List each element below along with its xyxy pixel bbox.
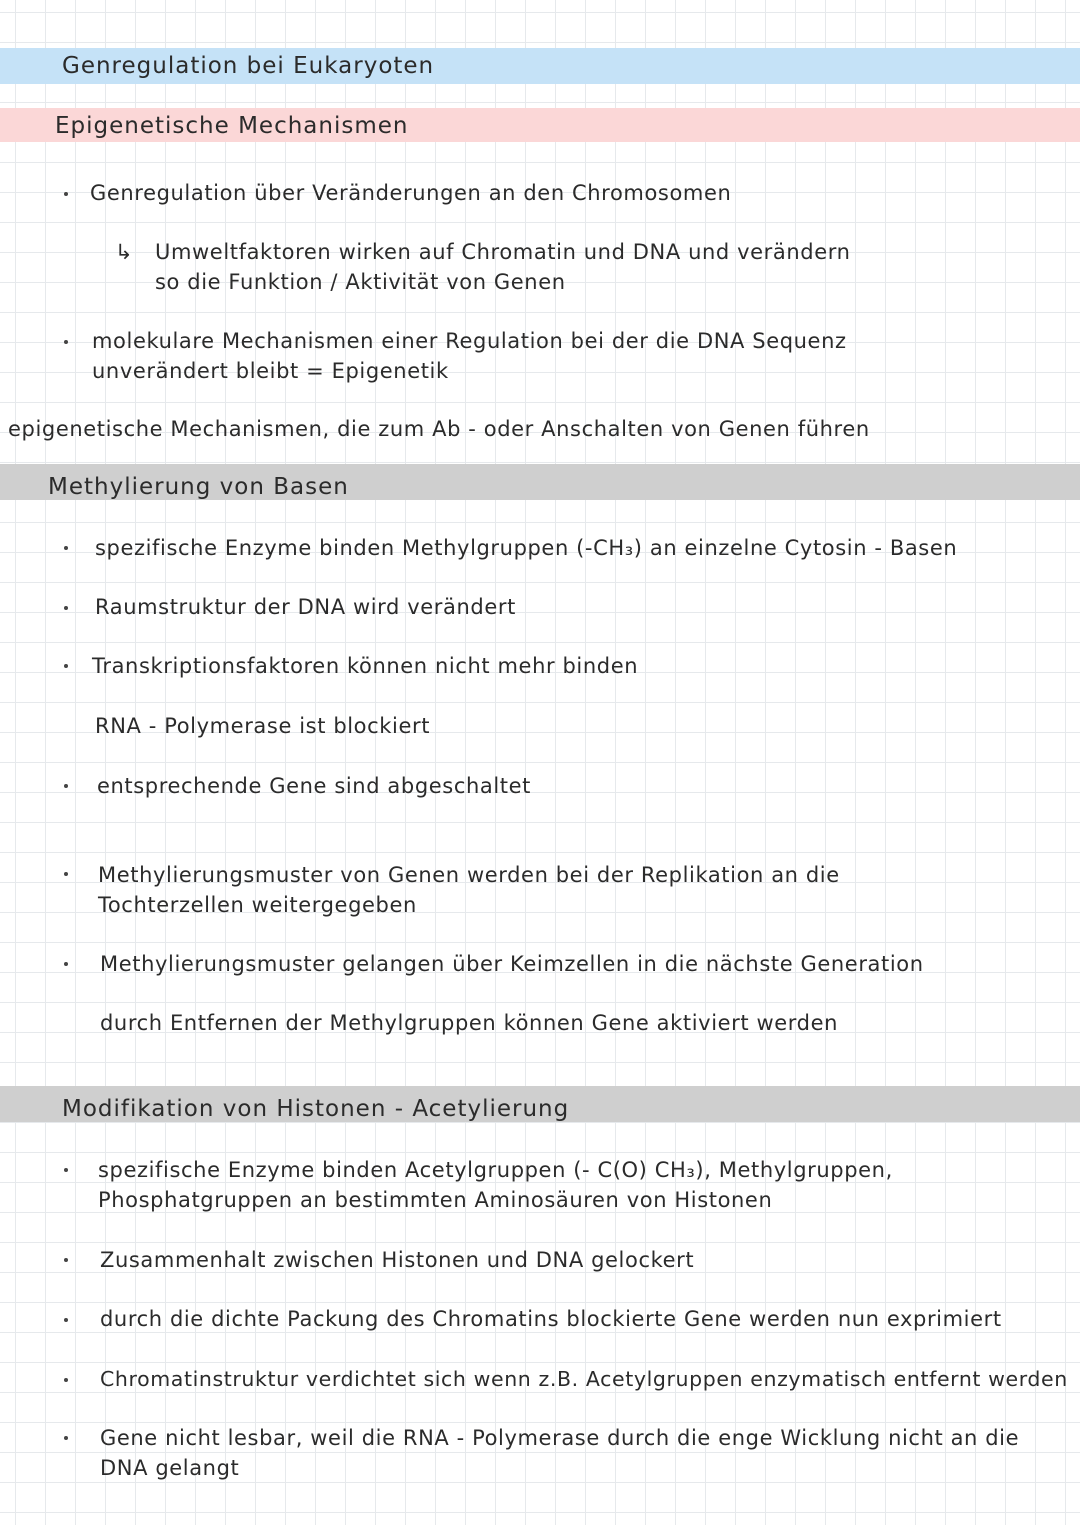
bullet (64, 1378, 68, 1382)
bullet (64, 1318, 68, 1322)
list-item: durch Entfernen der Methylgruppen können Gene aktiviert werden (100, 1011, 839, 1035)
list-item: Gene nicht lesbar, weil die RNA - Polymerase durch die enge Wicklung nicht an die (100, 1426, 1020, 1450)
statement: epigenetische Mechanismen, die zum Ab - oder Anschalten von Genen führen (8, 417, 870, 441)
list-subitem: so die Funktion / Aktivität von Genen (155, 270, 566, 294)
list-item: Zusammenhalt zwischen Histonen und DNA gelockert (100, 1248, 695, 1272)
heading-methylation: Methylierung von Basen (48, 474, 349, 500)
list-item: Transkriptionsfaktoren können nicht mehr binden (92, 654, 639, 678)
list-item: Methylierungsmuster gelangen über Keimzellen in die nächste Generation (100, 952, 924, 976)
list-item: molekulare Mechanismen einer Regulation bei der die DNA Sequenz (92, 329, 847, 353)
bullet (64, 192, 68, 196)
bullet (64, 340, 68, 344)
bullet (64, 664, 68, 668)
list-item: durch die dichte Packung des Chromatins blockierte Gene werden nun exprimiert (100, 1307, 1002, 1331)
list-item: DNA gelangt (100, 1456, 240, 1480)
list-item: RNA - Polymerase ist blockiert (95, 714, 431, 738)
list-subitem: Umweltfaktoren wirken auf Chromatin und DNA und verändern (155, 240, 851, 264)
bullet (64, 1436, 68, 1440)
list-item: spezifische Enzyme binden Acetylgruppen (- C(O) CH₃), Methylgruppen, (98, 1158, 893, 1182)
list-item: Genregulation über Veränderungen an den Chromosomen (90, 181, 732, 205)
list-item: Tochterzellen weitergegeben (98, 893, 417, 917)
list-item: Chromatinstruktur verdichtet sich wenn z.B. Acetylgruppen enzymatisch entfernt werden (100, 1367, 1068, 1391)
list-item: Phosphatgruppen an bestimmten Aminosäuren von Histonen (98, 1188, 773, 1212)
list-item: Methylierungsmuster von Genen werden bei der Replikation an die (98, 863, 840, 887)
page-title: Genregulation bei Eukaryoten (62, 53, 435, 79)
bullet (64, 1258, 68, 1262)
list-item: spezifische Enzyme binden Methylgruppen (-CH₃) an einzelne Cytosin - Basen (95, 536, 958, 560)
bullet (64, 784, 68, 788)
bullet (64, 872, 68, 876)
list-item: unverändert bleibt = Epigenetik (92, 359, 449, 383)
list-item: Raumstruktur der DNA wird verändert (95, 595, 516, 619)
bullet (64, 962, 68, 966)
heading-histone-modification: Modifikation von Histonen - Acetylierung (62, 1096, 570, 1122)
arrow-icon: ↳ (115, 240, 134, 264)
bullet (64, 606, 68, 610)
bullet (64, 546, 68, 550)
list-item: entsprechende Gene sind abgeschaltet (97, 774, 531, 798)
heading-epigenetic-mechanisms: Epigenetische Mechanismen (55, 113, 409, 139)
bullet (64, 1168, 68, 1172)
